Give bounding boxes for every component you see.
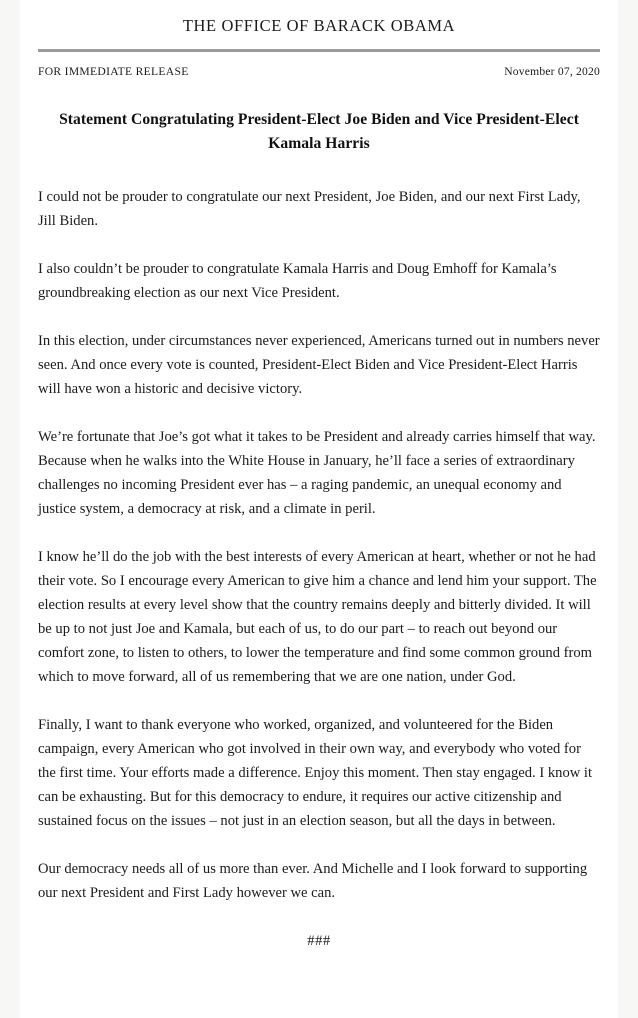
end-mark: ### [307, 933, 331, 950]
masthead [20, 0, 618, 36]
paragraph: Our democracy needs all of us more than ever. And Michelle and I look forward to supporting our next President and First Lady however we can. [38, 861, 588, 902]
statement-body [38, 163, 600, 905]
paragraph: In this election, under circumstances never experienced, Americans turned out in numbers never seen. And once every vote is counted, President-Elect Biden and Vice President-Elect Harris will have won a historic and decisive victory. [38, 333, 600, 398]
release-date: November 07, 2020 [504, 65, 600, 79]
paragraph: I could not be prouder to congratulate our next President, Joe Biden, and our next First Lady, Jill Biden. [38, 189, 581, 230]
statement-content [38, 78, 600, 953]
organization-title: THE OFFICE OF BARACK OBAMA [182, 16, 456, 35]
document-page [20, 0, 618, 1018]
statement-title: Statement Congratulating President-Elect Joe Biden and Vice President-Elect Kamala Harris [59, 111, 579, 152]
header-divider [38, 49, 600, 52]
paragraph: We’re fortunate that Joe’s got what it takes to be President and already carries himself that way. Because when he walks into the White House in January, he’ll face a series of extraordinary challenges no incoming President ever has – a raging pandemic, an unequal economy and justice system, a democracy at risk, and a climate in peril. [38, 429, 596, 518]
release-label: FOR IMMEDIATE RELEASE [38, 65, 189, 79]
paragraph: I know he’ll do the job with the best interests of every American at heart, whether or not he had their vote. So I encourage every American to give him a chance and lend him your support. The election results at every level show that the country remains deeply and bitterly divided. It will be up to not just Joe and Kamala, but each of us, to do our part – to reach out beyond our comfort zone, to listen to others, to lower the temperature and find some common ground from which to move forward, all of us remembering that we are one nation, under God. [38, 549, 597, 686]
release-meta-row [38, 65, 600, 78]
paragraph: Finally, I want to thank everyone who worked, organized, and volunteered for the Biden campaign, every American who got involved in their own way, and everybody who voted for the first time. Your efforts made a difference. Enjoy this moment. Then stay engaged. I know it can be exhausting. But for this democracy to endure, it requires our active citizenship and sustained focus on the issues – not just in an election season, but all the days in between. [38, 717, 593, 830]
paragraph: I also couldn’t be prouder to congratulate Kamala Harris and Doug Emhoff for Kamala’s groundbreaking election as our next Vice President. [38, 261, 557, 302]
